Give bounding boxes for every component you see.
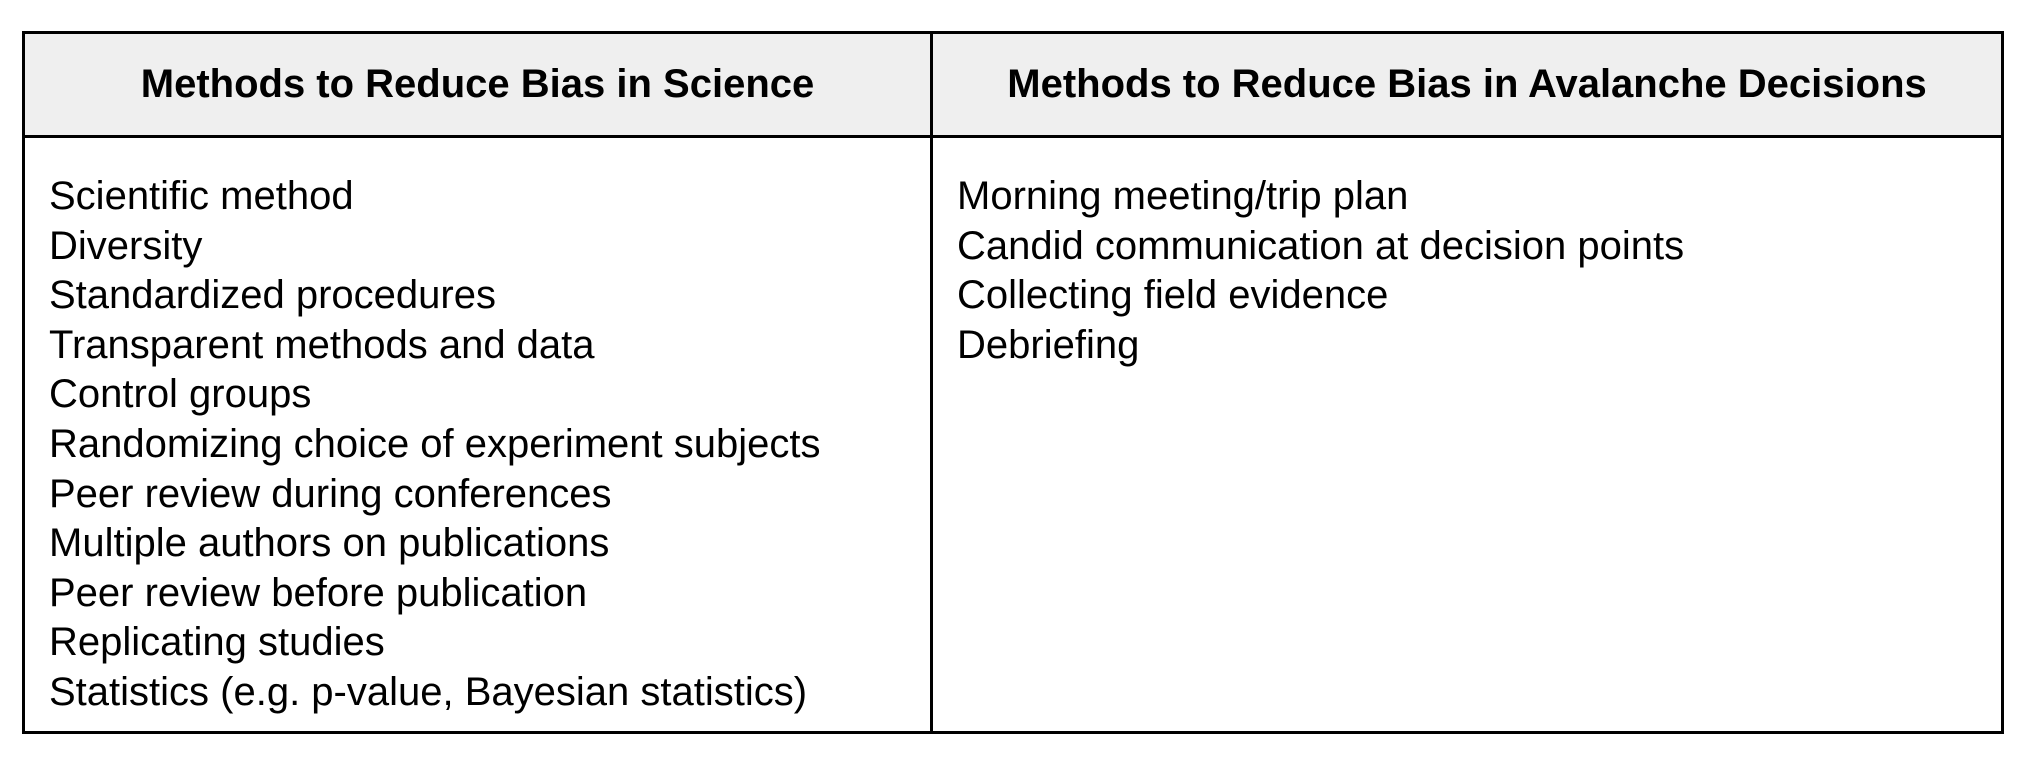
list-item: Peer review before publication bbox=[49, 570, 588, 615]
list-item: Statistics (e.g. p-value, Bayesian statistics) bbox=[49, 669, 808, 714]
list-item: Multiple authors on publications bbox=[49, 521, 610, 566]
list-item: Standardized procedures bbox=[49, 273, 496, 318]
avalanche-methods-list bbox=[957, 172, 1977, 370]
list-item: Replicating studies bbox=[49, 620, 385, 665]
comparison-table-container bbox=[22, 31, 2001, 734]
list-item: Transparent methods and data bbox=[49, 322, 595, 367]
science-methods-cell bbox=[24, 137, 932, 733]
header-row bbox=[24, 33, 2003, 137]
list-item: Collecting field evidence bbox=[957, 273, 1389, 318]
list-item: Control groups bbox=[49, 372, 312, 417]
list-item: Diversity bbox=[49, 223, 203, 268]
header-science: Methods to Reduce Bias in Science bbox=[24, 33, 932, 137]
list-item: Randomizing choice of experiment subjects bbox=[49, 421, 821, 466]
list-item: Scientific method bbox=[49, 174, 354, 218]
list-item: Peer review during conferences bbox=[49, 471, 612, 516]
avalanche-methods-cell bbox=[932, 137, 2003, 733]
list-item: Morning meeting/trip plan bbox=[957, 174, 1409, 218]
science-methods-list bbox=[49, 172, 906, 718]
comparison-table bbox=[22, 31, 2004, 734]
content-row bbox=[24, 137, 2003, 733]
list-item: Candid communication at decision points bbox=[957, 223, 1685, 268]
header-avalanche: Methods to Reduce Bias in Avalanche Decisions bbox=[932, 33, 2003, 137]
list-item: Debriefing bbox=[957, 322, 1140, 367]
